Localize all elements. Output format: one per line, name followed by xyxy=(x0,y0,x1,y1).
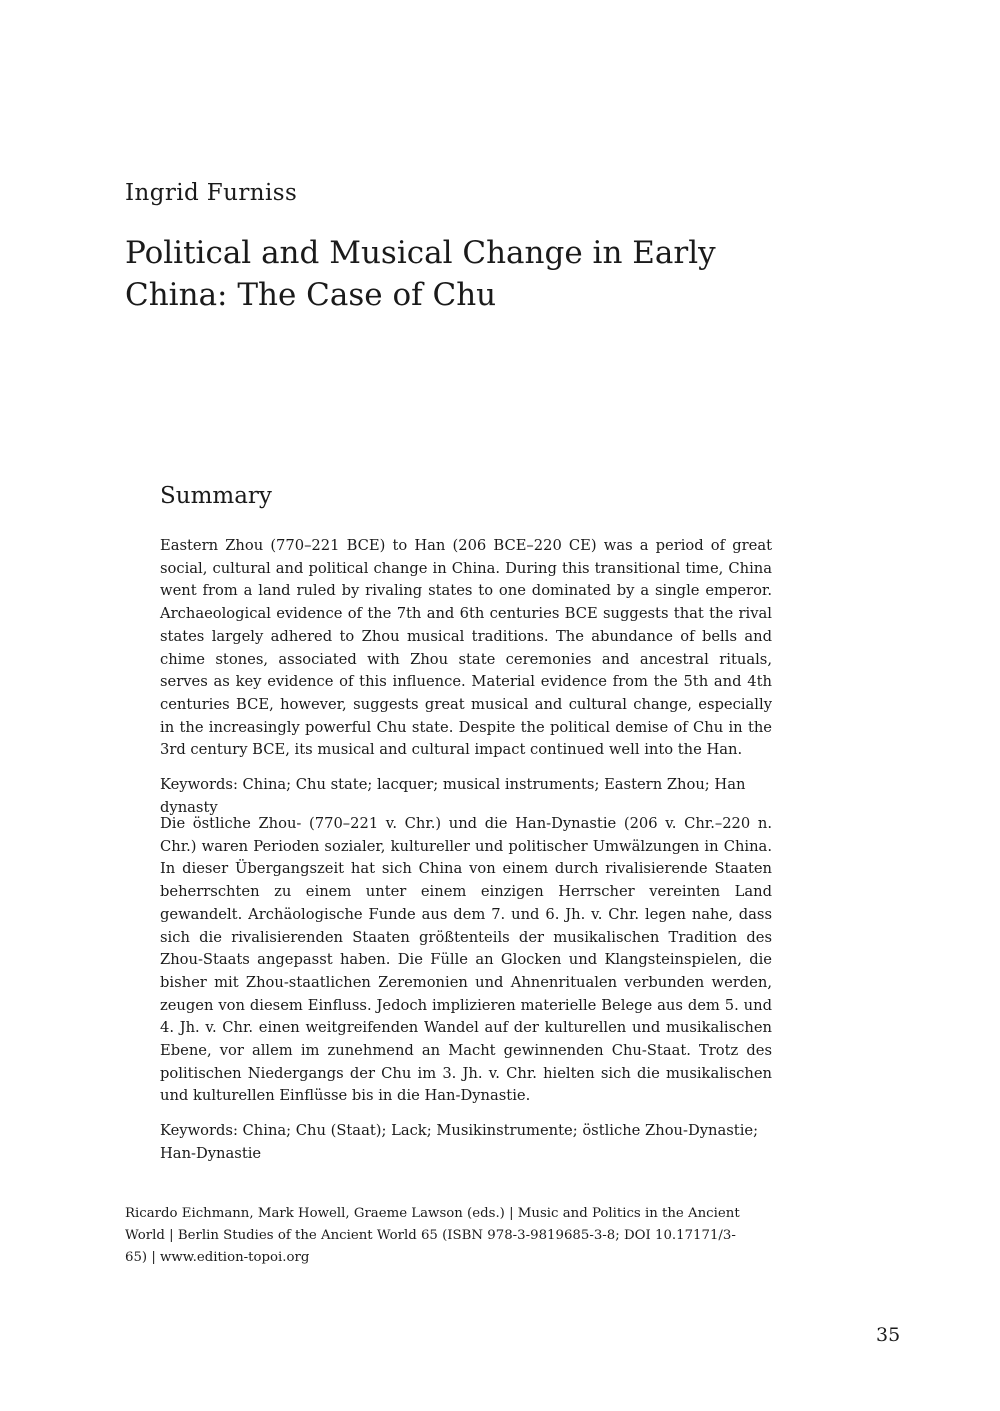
german-abstract: Die östliche Zhou- (770–221 v. Chr.) und die Han-Dynastie (206 v. Chr.–220 n. Chr.) waren Perioden sozialer, kultureller und politischer Umwälzungen in China. In dieser Übergangszeit hat sich China von einem durch rivalisierende Staaten beherrschten zu einem unter einem einzigen Herrscher vereinten Land gewandelt. Archäologische Funde aus dem 7. und 6. Jh. v. Chr. legen nahe, dass sich die rivalisierenden Staaten größtenteils der musikalischen Tradition des Zhou-Staats angepasst haben. Die Fülle an Glocken und Klangsteinspielen, die bisher mit Zhou-staatlichen Zeremonien und Ahnenritualen verbunden werden, zeugen von diesem Einfluss. Jedoch implizieren materielle Belege aus dem 5. und 4. Jh. v. Chr. einen weitgreifenden Wandel auf der kulturellen und musikalischen Ebene, vor allem im zunehmend an Macht gewinnenden Chu-Staat. Trotz des politischen Niedergangs der Chu im 3. Jh. v. Chr. hielten sich die musikalischen und kulturellen Einflüsse bis in die Han-Dynastie. xyxy=(160,815,772,1105)
summary-heading: Summary xyxy=(160,483,272,509)
german-keywords: Keywords: China; Chu (Staat); Lack; Musikinstrumente; östliche Zhou-Dynastie; Han-Dynastie xyxy=(160,1122,759,1162)
author-name: Ingrid Furniss xyxy=(125,180,298,206)
summary-section xyxy=(160,483,772,819)
paper-title: Political and Musical Change in Early China: The Case of Chu xyxy=(125,235,716,313)
english-abstract: Eastern Zhou (770–221 BCE) to Han (206 BCE–220 CE) was a period of great social, cultural and political change in China. During this transitional time, China went from a land ruled by rivaling states to one dominated by a single emperor. Archaeological evidence of the 7th and 6th centuries BCE suggests that the rival states largely adhered to Zhou musical traditions. The abundance of bells and chime stones, associated with Zhou state ceremonies and ancestral rituals, serves as key evidence of this influence. Material evidence from the 5th and 4th centuries BCE, however, suggests great musical and cultural change, especially in the increasingly powerful Chu state. Despite the political demise of Chu in the 3rd century BCE, its musical and cultural impact continued well into the Han. xyxy=(160,537,772,759)
publication-citation: Ricardo Eichmann, Mark Howell, Graeme Lawson (eds.) | Music and Politics in the Ancient World | Berlin Studies of the Ancient World 65 (ISBN 978-3-9819685-3-8; DOI 10.17171/3-65) | www.edition-topoi.org xyxy=(125,1206,740,1265)
german-summary-section xyxy=(160,813,772,1166)
page-number: 35 xyxy=(876,1324,901,1346)
english-keywords: Keywords: China; Chu state; lacquer; musical instruments; Eastern Zhou; Han dynasty xyxy=(160,776,746,816)
